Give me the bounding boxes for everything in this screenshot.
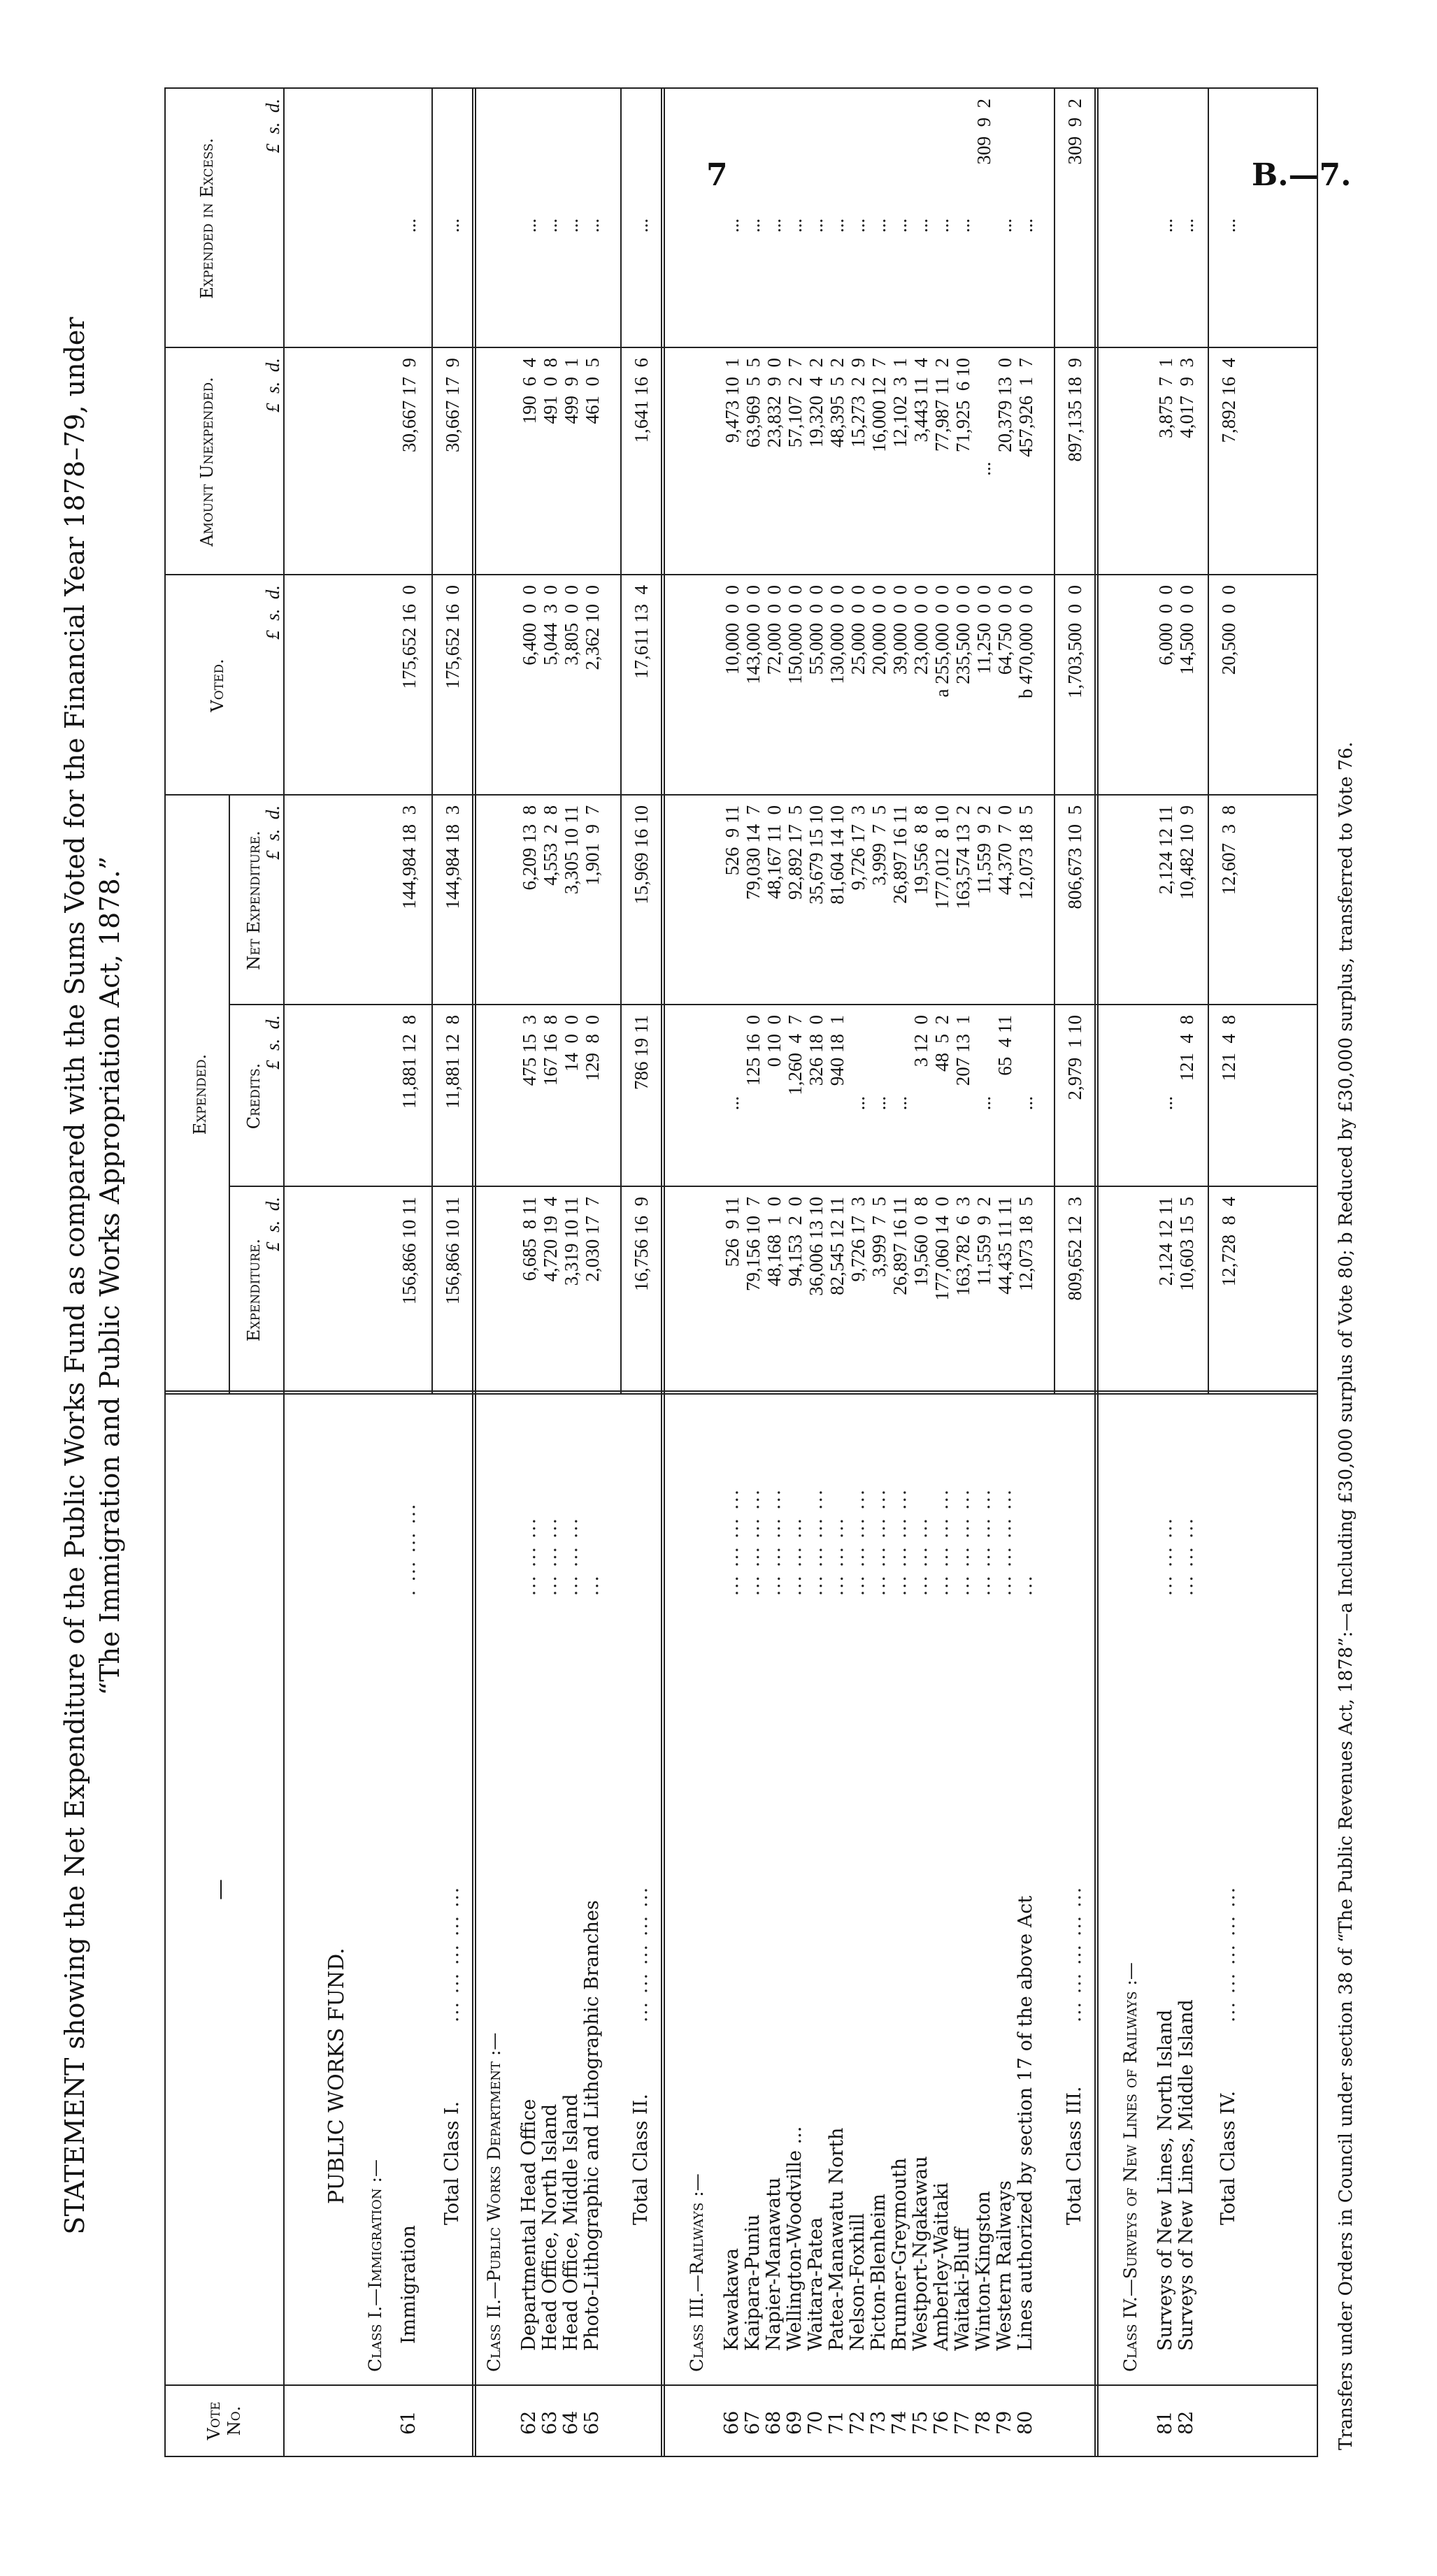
cell-voted: 6,400 0 0 [519,585,540,665]
total-excess: ... [442,218,463,233]
leader-dots: ... ... ... ... [931,1488,952,1596]
cell-exp: 48,168 1 0 [764,1197,785,1287]
cell-cr: 14 0 0 [561,1015,582,1072]
cell-net: 9,726 17 3 [848,805,868,891]
cell-net: 3,999 7 5 [868,805,889,886]
cell-net: 10,482 10 9 [1176,805,1197,900]
cell-unexp: 3,443 11 4 [910,358,931,442]
cell-excess: ... [743,218,764,233]
vote-number: 70 [805,2410,827,2435]
cell-exp: 156,866 10 11 [399,1197,420,1305]
cell-unexp: 15,273 2 9 [848,358,868,448]
lsd-label: £ s. d. [262,1197,283,1252]
cell-cr: 121 4 8 [1176,1015,1197,1081]
vote-number: 73 [868,2410,889,2435]
leader-dots: ... ... ... [561,1517,582,1596]
item-name: Kaipara-Puniu [742,2214,764,2351]
total-unexp: 897,135 18 9 [1064,358,1085,462]
header-rule [283,89,285,2456]
cell-exp: 6,685 8 11 [519,1197,540,1281]
total-unexp: 7,892 16 4 [1218,358,1239,443]
class-total-label: Total Class II. [630,2094,652,2225]
total-rule-top [1054,89,1055,1393]
cell-cr: 940 18 1 [827,1015,848,1086]
header-net-expenditure: Net Expenditure. [244,830,264,970]
cell-net: 526 9 11 [722,805,743,876]
cell-net: 3,305 10 11 [561,805,582,895]
cell-excess: ... [889,218,910,233]
header-amount-unexpended: Amount Unexpended. [197,377,217,547]
cell-excess: ... [952,218,973,233]
vote-number: 65 [581,2410,603,2435]
total-net: 806,673 10 5 [1064,805,1085,909]
cell-unexp: 71,925 6 10 [952,358,973,452]
cell-exp: 79,156 10 7 [743,1197,764,1291]
class-heading: Class I.—Immigration :— [365,2159,385,2372]
cell-cr: 65 4 11 [994,1015,1015,1076]
cell-net: 26,897 16 11 [889,805,910,904]
cell-excess: ... [764,218,785,233]
item-name: Departmental Head Office [518,2099,540,2351]
total-exp: 16,756 16 9 [631,1197,652,1291]
item-name: Head Office, Middle Island [560,2094,582,2351]
total-rule-bottom [661,89,665,2456]
cell-unexp: 48,395 5 2 [827,358,848,448]
cell-cr: ... [868,1096,889,1111]
leader-dots: ... ... ... ... [889,1488,910,1596]
cell-cr: ... [848,1096,868,1111]
cell-unexp: 30,667 17 9 [399,358,420,452]
leader-dots: ... ... ... ... [743,1488,764,1596]
cell-net: 1,901 9 7 [582,805,603,886]
cell-unexp: 461 0 5 [582,358,603,424]
cell-exp: 12,073 18 5 [1015,1197,1036,1291]
item-name: Western Railways [994,2180,1015,2351]
vote-number: 80 [1015,2410,1036,2435]
cell-unexp: 190 6 4 [519,358,540,424]
total-rule-bottom [472,89,476,2456]
item-name: Lines authorized by section 17 of the above Act [1015,1895,1036,2351]
column-rule [166,2384,1317,2386]
vote-number: 64 [560,2410,582,2435]
cell-voted: 11,250 0 0 [973,585,994,675]
total-cr: 121 4 8 [1218,1015,1239,1081]
cell-excess: ... [1155,218,1176,233]
total-cr: 11,881 12 8 [442,1015,463,1109]
cell-cr: ... [973,1096,994,1111]
cell-net: 92,892 17 5 [785,805,806,900]
vote-number: 82 [1175,2410,1197,2435]
leader-dots: ... [582,1574,603,1596]
total-voted: 1,703,500 0 0 [1064,585,1085,698]
cell-voted: 20,000 0 0 [868,585,889,675]
cell-cr: 125 16 0 [743,1015,764,1086]
cell-excess: ... [848,218,868,233]
cell-cr: 207 13 1 [952,1015,973,1086]
cell-cr: ... [1015,1096,1036,1111]
leader-dots: ... ... ... [1155,1517,1176,1596]
cell-voted: a 255,000 0 0 [931,585,952,698]
cell-exp: 163,782 6 3 [952,1197,973,1296]
lsd-label: £ s. d. [262,99,283,154]
cell-exp: 44,435 11 11 [994,1197,1015,1295]
class-heading: Class III.—Railways :— [687,2173,707,2372]
cell-excess: ... [540,218,561,233]
leader-dots: ... ... ... ... ... [631,1885,652,2022]
item-name: Amberley-Waitaki [931,2182,952,2351]
cell-unexp: 20,379 13 0 [994,358,1015,452]
cell-unexp: 457,926 1 7 [1015,358,1036,457]
header-voted: Voted. [208,659,227,712]
item-name: Waitaki-Bluff [952,2227,973,2351]
cell-voted: 3,805 0 0 [561,585,582,665]
total-excess: ... [1218,218,1239,233]
total-voted: 175,652 16 0 [442,585,463,689]
item-name: Picton-Blenheim [868,2194,889,2351]
cell-unexp: 4,017 9 3 [1176,358,1197,438]
cell-exp: 526 9 11 [722,1197,743,1267]
cell-unexp: ... [973,461,994,476]
cell-cr: 475 15 3 [519,1015,540,1086]
vote-number: 67 [742,2410,764,2435]
leader-dots: ... ... ... ... [952,1488,973,1596]
leader-dots: ... ... ... ... [848,1488,868,1596]
cell-voted: 14,500 0 0 [1176,585,1197,675]
item-name: Head Office, North Island [539,2103,561,2351]
cell-unexp: 77,987 11 2 [931,358,952,452]
cell-cr: 129 8 0 [582,1015,603,1081]
cell-voted: 143,000 0 0 [743,585,764,684]
cell-unexp: 63,969 5 5 [743,358,764,448]
cell-net: 163,574 13 2 [952,805,973,909]
total-exp: 12,728 8 4 [1218,1197,1239,1287]
expenditure-table [164,87,1318,2457]
cell-net: 35,679 15 10 [806,805,827,905]
item-name: Westport-Ngakawau [910,2156,931,2351]
total-exp: 156,866 10 11 [442,1197,463,1305]
item-name: Surveys of New Lines, North Island [1154,2009,1176,2351]
total-exp: 809,652 12 3 [1064,1197,1085,1301]
leader-dots: ... ... ... ... [722,1488,743,1596]
cell-net: 144,984 18 3 [399,805,420,909]
vote-number: 79 [994,2410,1015,2435]
vote-number: 72 [847,2410,868,2435]
cell-unexp: 19,320 4 2 [806,358,827,448]
total-net: 144,984 18 3 [442,805,463,909]
page-number: 7 [706,157,728,193]
item-name: Immigration [398,2225,420,2344]
cell-voted: 39,000 0 0 [889,585,910,675]
cell-net: 44,370 7 0 [994,805,1015,895]
cell-voted: 150,000 0 0 [785,585,806,684]
leader-dots: ... ... ... [540,1517,561,1596]
cell-exp: 19,560 0 8 [910,1197,931,1287]
cell-voted: 23,000 0 0 [910,585,931,675]
class-heading: Class II.—Public Works Department :— [484,2032,504,2372]
cell-exp: 2,030 17 7 [582,1197,603,1282]
vote-number: 66 [721,2410,743,2435]
cell-cr: 167 16 8 [540,1015,561,1086]
cell-excess: ... [931,218,952,233]
cell-voted: 235,500 0 0 [952,585,973,684]
total-rule-bottom [1094,89,1099,2456]
vote-number: 77 [952,2410,973,2435]
leader-dots: ... ... ... ... [806,1488,827,1596]
total-cr: 786 19 11 [631,1015,652,1090]
cell-net: 19,556 8 8 [910,805,931,895]
cell-unexp: 9,473 10 1 [722,358,743,443]
total-unexp: 1,641 16 6 [631,358,652,443]
leader-dots: ... ... ... [519,1517,540,1596]
item-name: Patea-Manawatu North [826,2127,848,2351]
lsd-label: £ s. d. [262,805,283,861]
document-reference: B.—7. [1252,157,1352,193]
leader-dots: ... ... ... ... [764,1488,785,1596]
cell-unexp: 3,875 7 1 [1155,358,1176,438]
cell-exp: 9,726 17 3 [848,1197,868,1282]
class-total-label: Total Class III. [1064,2086,1085,2225]
item-name: Winton-Kingston [973,2191,994,2351]
cell-cr: 326 18 0 [806,1015,827,1086]
cell-cr: ... [722,1096,743,1111]
cell-net: 177,012 8 10 [931,805,952,909]
cell-unexp: 12,102 3 1 [889,358,910,448]
total-unexp: 30,667 17 9 [442,358,463,452]
vote-number: 74 [889,2410,910,2435]
cell-net: 6,209 13 8 [519,805,540,891]
cell-excess: ... [868,218,889,233]
item-name: Brunner-Greymouth [889,2157,910,2351]
cell-excess: ... [910,218,931,233]
cell-excess: ... [582,218,603,233]
cell-exp: 11,559 9 2 [973,1197,994,1286]
total-rule-top [431,89,433,1393]
total-net: 15,969 16 10 [631,805,652,905]
leader-dots: ... ... ... ... [973,1488,994,1596]
leader-dots: ... ... ... [827,1517,848,1596]
cell-exp: 82,545 12 11 [827,1197,848,1295]
lsd-label: £ s. d. [262,358,283,413]
cell-exp: 94,153 2 0 [785,1197,806,1287]
cell-excess: ... [722,218,743,233]
item-name: Surveys of New Lines, Middle Island [1175,1999,1197,2351]
cell-exp: 3,319 10 11 [561,1197,582,1286]
vote-number: 63 [539,2410,561,2435]
header-expended-in-excess: Expended in Excess. [197,138,217,299]
leader-dots: ... ... ... [910,1517,931,1596]
cell-voted: 25,000 0 0 [848,585,868,675]
vote-number: 75 [910,2410,931,2435]
cell-cr: 11,881 12 8 [399,1015,420,1109]
cell-excess: ... [785,218,806,233]
vote-number: 69 [784,2410,806,2435]
cell-excess: ... [399,218,420,233]
cell-net: 12,073 18 5 [1015,805,1036,900]
class-total-label: Total Class I. [441,2101,463,2225]
cell-cr: ... [1155,1096,1176,1111]
leader-dots: ... ... ... ... ... [1218,1885,1239,2022]
cell-cr: 48 5 2 [931,1015,952,1072]
cell-voted: 72,000 0 0 [764,585,785,675]
vote-number: 61 [398,2410,420,2435]
cell-voted: b 470,000 0 0 [1015,585,1036,698]
leader-dots: ... ... ... [1176,1517,1197,1596]
cell-net: 81,604 14 10 [827,805,848,905]
cell-net: 2,124 12 11 [1155,805,1176,895]
cell-cr: 3 12 0 [910,1015,931,1067]
header-expenditure: Expenditure. [244,1238,264,1342]
total-voted: 17,611 13 4 [631,585,652,679]
total-excess: ... [631,218,652,233]
total-cr: 2,979 1 10 [1064,1015,1085,1100]
total-excess: 309 9 2 [1064,99,1085,165]
item-name: Waitara-Patea [805,2217,827,2351]
cell-voted: 130,000 0 0 [827,585,848,684]
lsd-label: £ s. d. [262,1015,283,1070]
lsd-label: £ s. d. [262,585,283,640]
leader-dots: ... ... ... ... [994,1488,1015,1596]
item-name: Nelson-Foxhill [847,2213,868,2351]
item-name: Wellington-Woodville ... [784,2126,806,2351]
cell-excess: 309 9 2 [973,99,994,165]
vote-number: 62 [518,2410,540,2435]
leader-dots: ... ... ... ... ... [442,1885,463,2022]
cell-excess: ... [1176,218,1197,233]
cell-cr: 1,260 4 7 [785,1015,806,1095]
cell-net: 48,167 11 0 [764,805,785,899]
item-name: Kawakawa [721,2247,743,2351]
leader-dots: . ... ... ... [399,1502,420,1596]
class-heading: Class IV.—Surveys of New Lines of Railways :— [1120,1962,1141,2372]
cell-net: 79,030 14 7 [743,805,764,900]
total-rule-top [1208,89,1209,1393]
cell-unexp: 16,000 12 7 [868,358,889,452]
leader-dots: ... ... ... ... [868,1488,889,1596]
leader-dots: ... [1015,1574,1036,1596]
vote-number: 78 [973,2410,994,2435]
cell-exp: 26,897 16 11 [889,1197,910,1295]
cell-excess: ... [994,218,1015,233]
cell-cr: 0 10 0 [764,1015,785,1067]
leader-dots: ... ... ... ... ... [1064,1885,1085,2022]
cell-unexp: 499 9 1 [561,358,582,424]
cell-exp: 177,060 14 0 [931,1197,952,1301]
header-expended: Expended. [190,1053,210,1135]
cell-unexp: 57,107 2 7 [785,358,806,448]
total-net: 12,607 3 8 [1218,805,1239,895]
cell-cr: ... [889,1096,910,1111]
cell-voted: 55,000 0 0 [806,585,827,675]
cell-excess: ... [806,218,827,233]
vote-number: 71 [826,2410,848,2435]
cell-voted: 2,362 10 0 [582,585,603,670]
cell-excess: ... [519,218,540,233]
vote-number: 76 [931,2410,952,2435]
vote-number: 81 [1154,2410,1176,2435]
cell-voted: 64,750 0 0 [994,585,1015,675]
item-name: Photo-Lithographic and Lithographic Branches [581,1900,603,2351]
class-total-label: Total Class IV. [1217,2090,1239,2225]
total-rule-top [620,89,622,1393]
cell-excess: ... [561,218,582,233]
header-credits: Credits. [244,1063,264,1130]
cell-exp: 10,603 15 5 [1176,1197,1197,1291]
cell-exp: 3,999 7 5 [868,1197,889,1277]
item-name: Napier-Manawatu [763,2177,785,2351]
cell-voted: 10,000 0 0 [722,585,743,675]
cell-unexp: 491 0 8 [540,358,561,424]
header-description: — [208,1879,232,1900]
vote-number: 68 [763,2410,785,2435]
statement-title: STATEMENT showing the Net Expenditure of the Public Works Fund as compared with the Sums Voted for the Financial Year 1878–79, under [59,317,90,2235]
header-rule [229,796,230,1393]
statement-subtitle: “The Immigration and Public Works Appropriation Act, 1878.” [94,856,125,1696]
cell-excess: ... [827,218,848,233]
header-vote-no: Vote No. [204,2401,244,2440]
footnote: Transfers under Orders in Council under section 38 of “The Public Revenues Act, 1878”:—a Including £30,000 surplus of Vote 80; b Reduced by £30,000 surplus, transferred to Vote 76. [1336,742,1357,2450]
leader-dots: ... ... ... [785,1517,806,1596]
total-voted: 20,500 0 0 [1218,585,1239,675]
cell-voted: 6,000 0 0 [1155,585,1176,665]
cell-exp: 36,006 13 10 [806,1197,827,1296]
cell-exp: 4,720 19 4 [540,1197,561,1282]
cell-net: 11,559 9 2 [973,805,994,895]
cell-unexp: 23,832 9 0 [764,358,785,448]
cell-voted: 5,044 3 0 [540,585,561,665]
cell-excess: ... [1015,218,1036,233]
cell-exp: 2,124 12 11 [1155,1197,1176,1286]
cell-net: 4,553 2 8 [540,805,561,886]
cell-voted: 175,652 16 0 [399,585,420,689]
fund-heading: PUBLIC WORKS FUND. [324,1948,349,2204]
